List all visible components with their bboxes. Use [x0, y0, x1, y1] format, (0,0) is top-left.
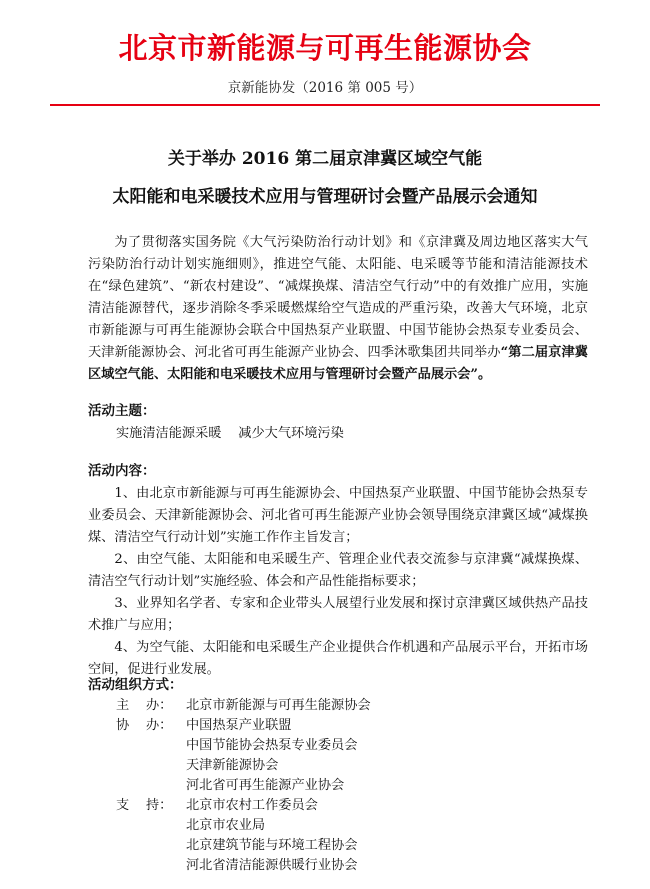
co-organizer-name: 中国节能协会热泵专业委员会 [186, 738, 358, 753]
co-organizer-name: 河北省可再生能源产业协会 [186, 778, 345, 793]
theme-text: 实施清洁能源采暖 减少大气环境污染 [116, 426, 344, 441]
supporter-name: 北京市农村工作委员会 [186, 798, 318, 813]
event-name: “第二届京津冀区域空气能、太阳能和电采暖技术应用与管理研讨会暨产品展示会”。 [88, 345, 588, 382]
red-divider-line [50, 104, 600, 106]
co-organizer-name: 天津新能源协会 [186, 758, 279, 773]
content-item: 4、为空气能、太阳能和电采暖生产企业提供合作机遇和产品展示平台，开拓市场空间，促进行业发展。 [88, 640, 588, 677]
intro-text: 为了贯彻落实国务院《大气污染防治行动计划》和《京津冀及周边地区落实大气污染防治行动计划实施细则》，推进空气能、太阳能、电采暖等节能和清洁能源技术在“绿色建筑”、“新农村建设”、“减煤换煤、清洁空气行动”中的有效推广应用，实施清洁能源替代，逐步消除冬季采暖燃煤给空气造成的严重污染，改善大气环境，北京市新能源与可再生能源协会联合中国热泵产业联盟、中国节能协会热泵专业委员会、天津新能源协会、河北省可再生能源产业协会、四季沐歌集团共同举办 [88, 235, 588, 360]
document-number: 京新能协发（2016 第 005 号） [227, 80, 423, 96]
content-item: 2、由空气能、太阳能和电采暖生产、管理企业代表交流参与京津冀“减煤换煤、清洁空气行动计划”实施经验、体会和产品性能指标要求； [88, 552, 588, 589]
content-item: 1、由北京市新能源与可再生能源协会、中国热泵产业联盟、中国节能协会热泵专业委员会、天津新能源协会、河北省可再生能源产业协会领导围绕京津冀区域“减煤换煤、清洁空气行动计划”实施工作作主旨发言； [88, 486, 588, 545]
supporter-name: 河北省清洁能源供暖行业协会 [186, 858, 358, 873]
content-heading: 活动内容： [88, 463, 156, 479]
organizer-row [116, 696, 371, 716]
content-list [88, 483, 588, 681]
notice-title-line-2: 太阳能和电采暖技术应用与管理研讨会暨产品展示会通知 [112, 187, 538, 207]
intro-paragraph [88, 232, 588, 386]
organization-heading: 活动组织方式： [88, 677, 183, 693]
organizer-name: 北京市新能源与可再生能源协会 [186, 698, 371, 713]
supporter-name: 北京市农业局 [186, 818, 266, 833]
notice-title-line-1: 关于举办 2016 第二届京津冀区域空气能 [167, 149, 483, 169]
co-organizer-name: 中国热泵产业联盟 [186, 718, 292, 733]
supporter-role: 支 持： [116, 798, 173, 813]
theme-heading: 活动主题： [88, 403, 156, 419]
issuing-organization-title: 北京市新能源与可再生能源协会 [118, 31, 532, 65]
organizer-role: 主 办： [116, 698, 173, 713]
supporter-row [116, 796, 371, 876]
organization-list [116, 696, 371, 876]
content-item: 3、业界知名学者、专家和企业带头人展望行业发展和探讨京津冀区域供热产品技术推广与应用； [88, 596, 588, 633]
co-organizer-role: 协 办： [116, 718, 173, 733]
co-organizer-row [116, 716, 371, 796]
supporter-name: 北京建筑节能与环境工程协会 [186, 838, 358, 853]
